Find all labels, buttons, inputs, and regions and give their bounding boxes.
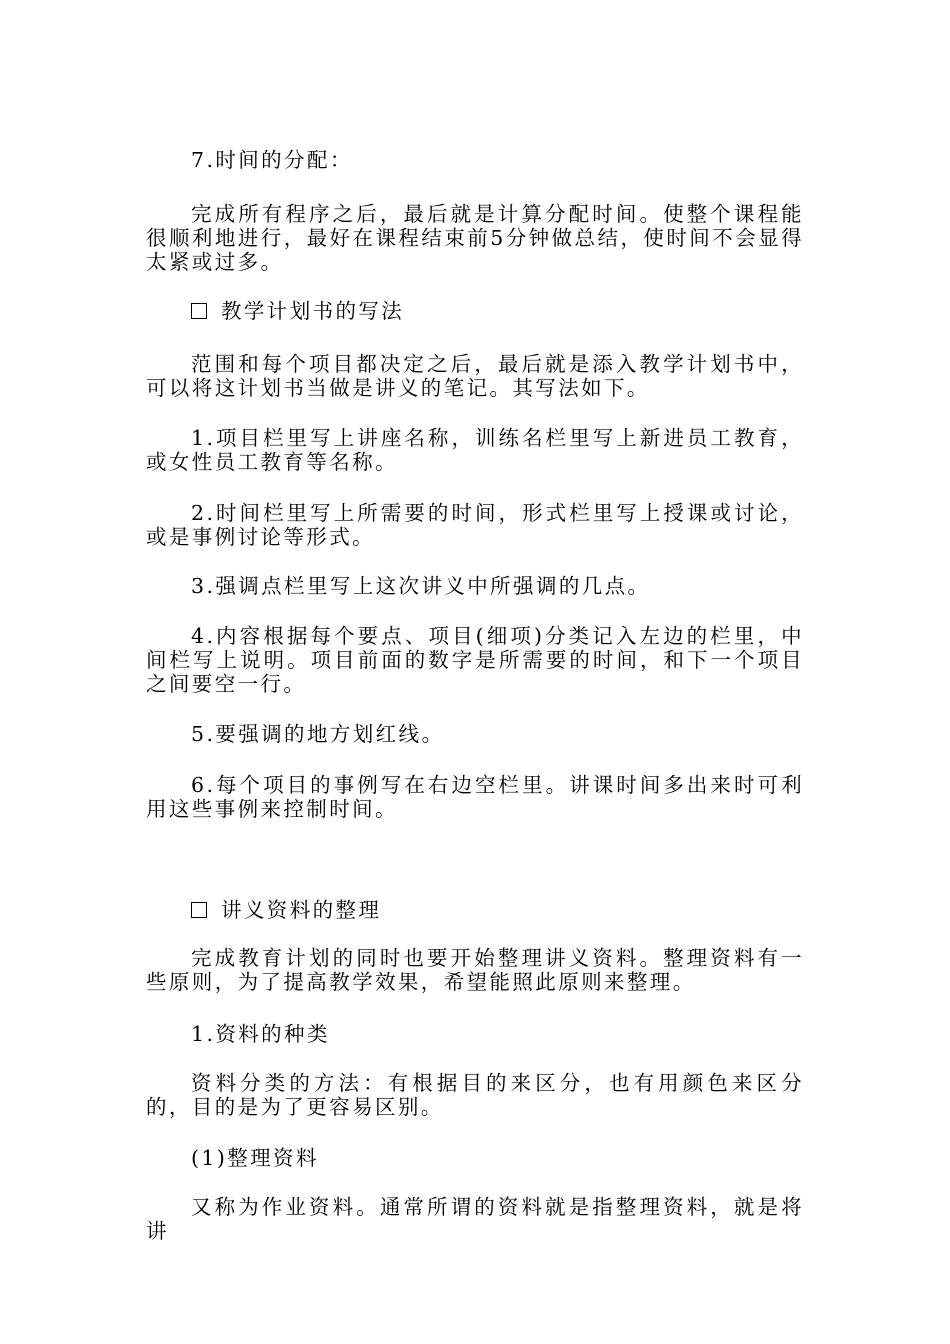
heading-text: 讲义资料的整理 bbox=[221, 898, 382, 922]
paragraph-lesson-plan-intro: 范围和每个项目都决定之后，最后就是添入教学计划书中，可以将这计划书当做是讲义的笔记。其写法如下。 bbox=[146, 352, 804, 400]
list-item-3: 3.强调点栏里写上这次讲义中所强调的几点。 bbox=[191, 574, 651, 598]
paragraph-organize-materials: 又称为作业资料。通常所谓的资料就是指整理资料，就是将讲 bbox=[146, 1195, 804, 1243]
checkbox-icon bbox=[191, 303, 207, 319]
subsection-heading-organize-materials: (1)整理资料 bbox=[191, 1146, 319, 1170]
list-item-1: 1.项目栏里写上讲座名称，训练名栏里写上新进员工教育，或女性员工教育等名称。 bbox=[146, 426, 804, 474]
paragraph-material-types: 资料分类的方法：有根据目的来区分，也有用颜色来区分的，目的是为了更容易区别。 bbox=[146, 1071, 804, 1119]
paragraph-materials-intro: 完成教育计划的同时也要开始整理讲义资料。整理资料有一些原则，为了提高教学效果，希望能照此原则来整理。 bbox=[146, 946, 804, 994]
paragraph-time-allocation: 完成所有程序之后，最后就是计算分配时间。使整个课程能很顺利地进行，最好在课程结束前5分钟做总结，使时间不会显得太紧或过多。 bbox=[146, 202, 804, 274]
section-heading-materials bbox=[146, 898, 804, 922]
section-heading-time-allocation: 7.时间的分配： bbox=[191, 148, 353, 172]
heading-text: 教学计划书的写法 bbox=[221, 299, 405, 323]
subsection-heading-material-types: 1.资料的种类 bbox=[191, 1022, 330, 1046]
list-item-2: 2.时间栏里写上所需要的时间，形式栏里写上授课或讨论，或是事例讨论等形式。 bbox=[146, 501, 804, 549]
list-item-5: 5.要强调的地方划红线。 bbox=[191, 722, 445, 746]
list-item-4: 4.内容根据每个要点、项目(细项)分类记入左边的栏里，中间栏写上说明。项目前面的数字是所需要的时间，和下一个项目之间要空一行。 bbox=[146, 624, 804, 696]
section-heading-lesson-plan bbox=[146, 299, 804, 323]
checkbox-icon bbox=[191, 902, 207, 918]
list-item-6: 6.每个项目的事例写在右边空栏里。讲课时间多出来时可利用这些事例来控制时间。 bbox=[146, 773, 804, 821]
